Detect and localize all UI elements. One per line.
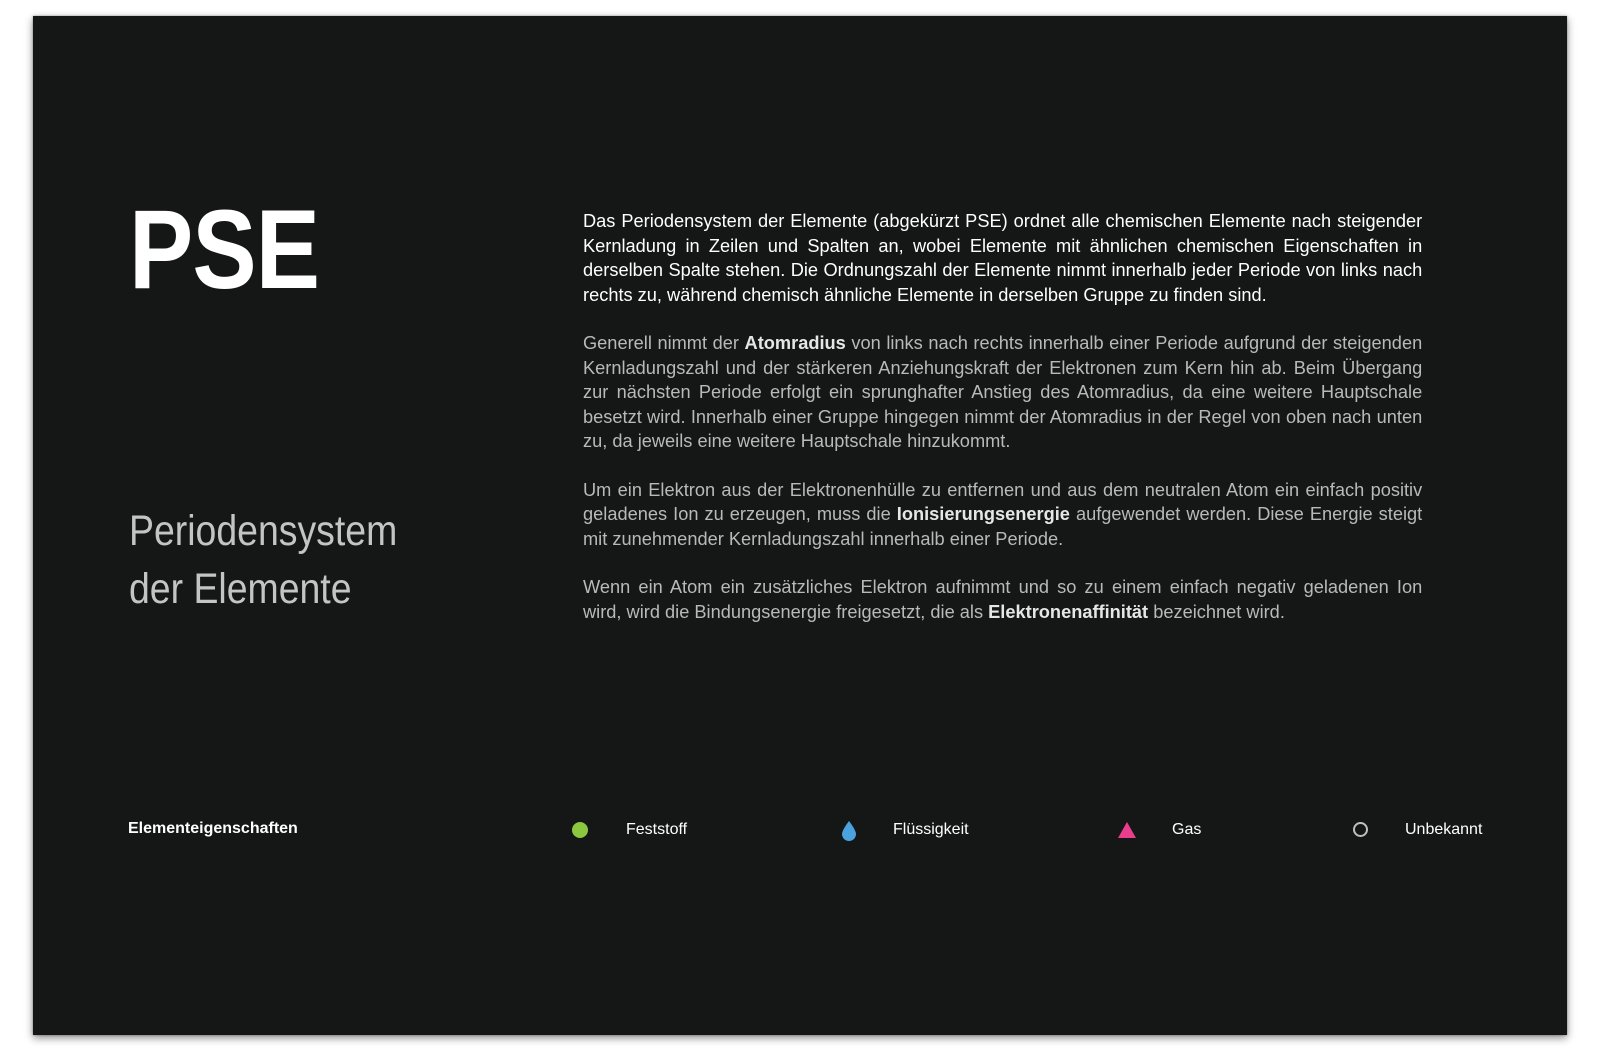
term-ionisierungsenergie: Ionisierungsenergie bbox=[896, 503, 1070, 524]
atomradius-paragraph bbox=[583, 331, 1422, 454]
legend bbox=[33, 816, 1567, 846]
term-atomradius: Atomradius bbox=[744, 332, 846, 353]
legend-label: Gas bbox=[1172, 821, 1202, 838]
legend-label: Flüssigkeit bbox=[893, 821, 969, 838]
legend-title: Elementeigenschaften bbox=[128, 820, 298, 837]
term-elektronenaffinitaet: Elektronenaffinität bbox=[988, 600, 1149, 622]
legend-label: Unbekannt bbox=[1405, 821, 1483, 838]
legend-label: Feststoff bbox=[626, 821, 688, 838]
page-title: PSE bbox=[129, 187, 320, 312]
intro-paragraph: Das Periodensystem der Elemente (abgekürzt PSE) ordnet alle chemischen Elemente nach steigender Kernladung in Zeilen und Spalten an, wobei Elemente mit ähnlichen chemischen Eigenschaften in derselben Spalte stehen. Die Ordnungszahl der Elemente nimmt innerhalb jeder Periode von links nach rechts zu, während chemisch ähnliche Elemente in derselben Gruppe zu finden sind. bbox=[583, 210, 1423, 305]
ionisierungsenergie-paragraph bbox=[583, 478, 1422, 552]
body-text bbox=[583, 209, 1435, 648]
text-span: Generell nimmt der bbox=[583, 332, 745, 353]
page-subtitle bbox=[129, 502, 442, 618]
text-span: Um ein Elektron aus der Elektronenhülle zu entfernen und aus dem neutralen Atom ein einfach positiv geladenes Ion zu erzeugen, muss die bbox=[583, 478, 1423, 524]
text-span: Wenn ein Atom ein zusätzliches Elektron aufnimmt und so zu einem einfach negativ geladenen Ion wird, wird die Bindungsenergie freigesetzt, die als bbox=[583, 576, 1423, 622]
elektronenaffinitaet-paragraph bbox=[583, 575, 1422, 624]
green-circle-icon bbox=[570, 820, 590, 840]
text-span: bezeichnet wird. bbox=[1148, 600, 1285, 622]
text-span: aufgewendet werden. Diese Energie steigt mit zunehmender Kernladungszahl innerhalb einer Periode. bbox=[583, 503, 1423, 549]
subtitle-line-2: der Elemente bbox=[129, 565, 352, 613]
ring-icon bbox=[1351, 820, 1371, 840]
document-page bbox=[33, 16, 1567, 1035]
text-span: von links nach rechts innerhalb einer Periode aufgrund der steigenden Kernladungszahl und der stärkeren Anziehungskraft der Elektronen zum Kern hin ab. Beim Übergang zur nächsten Periode erfolgt ein sprunghafter Anstieg des Atomradius, da eine weitere Hauptschale besetzt wird. Innerhalb einer Gruppe hingegen nimmt der Atomradius in der Regel von oben nach unten zu, da jeweils eine weitere Hauptschale hinzukommt. bbox=[583, 332, 1423, 451]
subtitle-line-1: Periodensystem bbox=[129, 507, 398, 555]
triangle-icon bbox=[1117, 820, 1137, 840]
water-drop-icon bbox=[839, 820, 859, 840]
